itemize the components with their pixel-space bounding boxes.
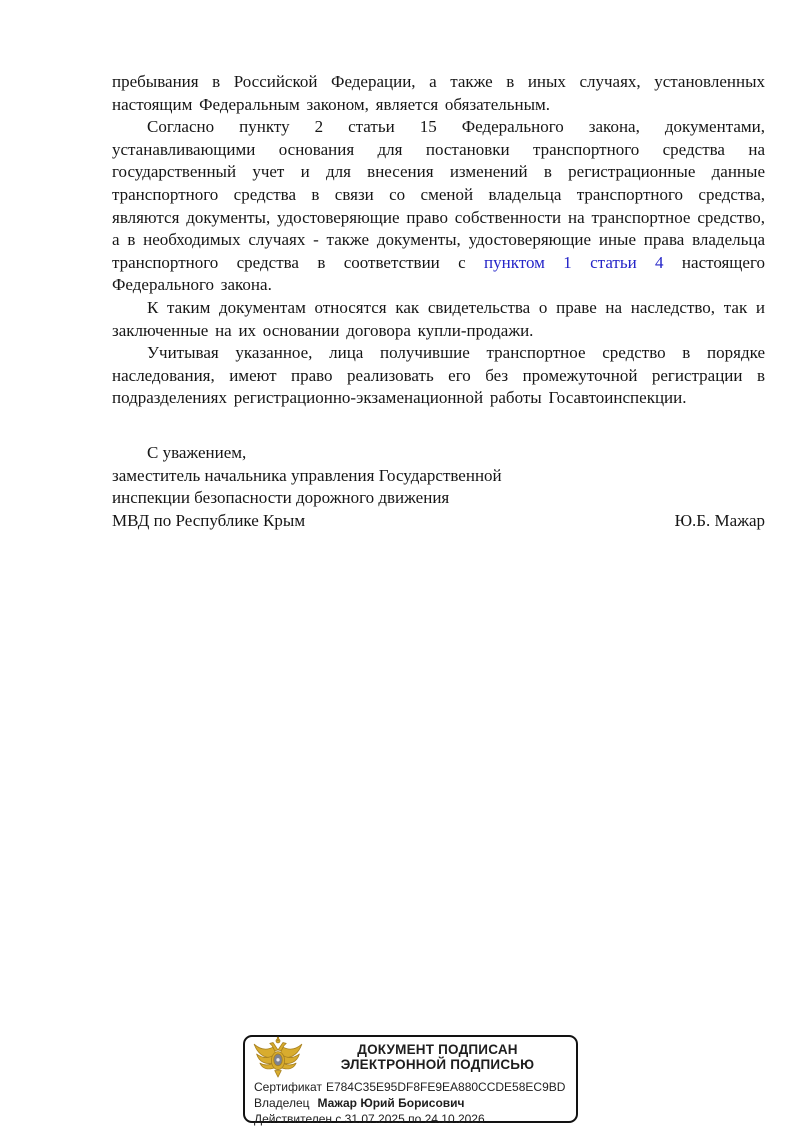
signer-position-line-1: заместитель начальника управления Государственной bbox=[112, 465, 502, 485]
stamp-title bbox=[307, 1042, 568, 1072]
letter-body bbox=[112, 71, 765, 532]
paragraph-uchityvaya-ukazannoe: Учитывая указанное, лица получившие транспортное средство в порядке наследования, имеют право реализовать его без промежуточной регистрации в подразделениях регистрационно-экзаменационной работы Госавтоинспекции. bbox=[112, 343, 765, 408]
stamp-details bbox=[245, 1075, 576, 1127]
e-signature-stamp bbox=[243, 1035, 578, 1126]
signature-row bbox=[112, 510, 765, 533]
paragraph-k-takim-dokumentam: К таким документам относятся как свидетельства о праве на наследство, так и заключенные на их основании договора купли-продажи. bbox=[112, 297, 765, 340]
salutation: С уважением, bbox=[147, 442, 247, 462]
stamp-header bbox=[245, 1037, 576, 1075]
mvd-eagle-emblem-icon bbox=[249, 1036, 307, 1082]
validity-line: Действителен с 31.07.2025 по 24.10.2026 bbox=[254, 1112, 485, 1126]
certificate-line bbox=[254, 1079, 568, 1095]
signer-name: Ю.Б. Мажар bbox=[674, 510, 765, 530]
owner-line bbox=[254, 1095, 568, 1111]
link-punktom-1-stati-4[interactable]: пунктом 1 статьи 4 bbox=[484, 252, 664, 272]
paragraph-soglasno-punktu-2 bbox=[112, 116, 765, 297]
paragraph-text-before-link: Согласно пункту 2 статьи 15 Федерального закона, документами, устанавливающими основания для постановки транспортного средства на государственный учет и для внесения изменений в регистрационные данные транспортного средства в связи со сменой владельца транспортного средства, являются документы, удостоверяющие право собственности на транспортное средство, а в необходимых случаях - также документы, удостоверяющие иные права владельца транспортного средства в соответствии с bbox=[112, 117, 765, 272]
organization-name: МВД по Республике Крым bbox=[112, 510, 306, 530]
certificate-value: E784C35E95DF8FE9EA880CCDE58EC9BD bbox=[325, 1080, 566, 1094]
paragraph-continuation: пребывания в Российской Федерации, а также в иных случаях, установленных настоящим Федеральным законом, является обязательным. bbox=[112, 72, 765, 114]
stamp-title-line-2: ЭЛЕКТРОННОЙ ПОДПИСЬЮ bbox=[340, 1057, 535, 1072]
owner-name: Мажар Юрий Борисович bbox=[317, 1096, 465, 1110]
signer-position-line-2: инспекции безопасности дорожного движения bbox=[112, 488, 450, 508]
certificate-label: Сертификат bbox=[254, 1080, 322, 1094]
paragraph-text-after-link: настоящего Федерального закона. bbox=[112, 252, 765, 295]
owner-label: Владелец bbox=[254, 1096, 310, 1110]
stamp-title-line-1: ДОКУМЕНТ ПОДПИСАН bbox=[357, 1042, 518, 1057]
signature-block bbox=[112, 442, 765, 532]
